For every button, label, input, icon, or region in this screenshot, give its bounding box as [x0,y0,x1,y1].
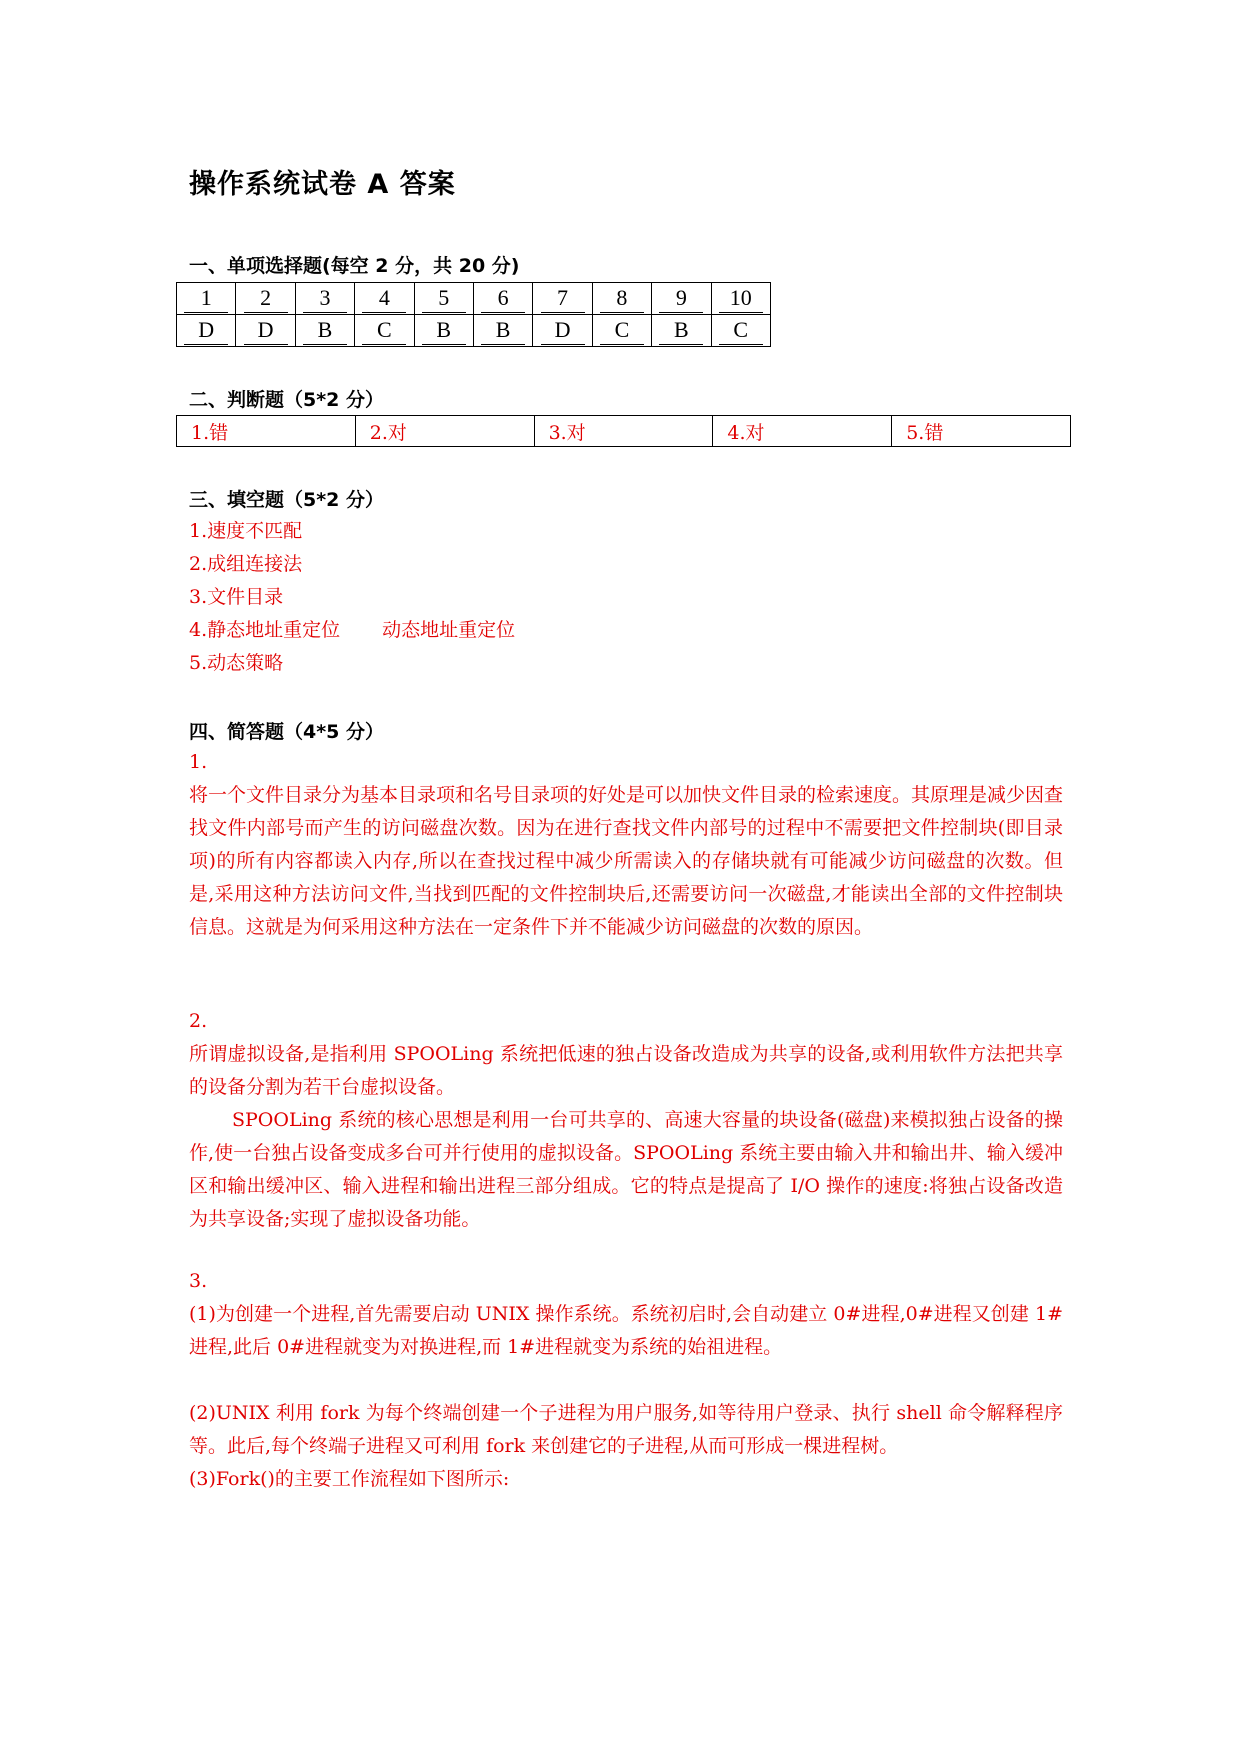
table-cell [592,283,651,315]
fill-answer-1: 1.速度不匹配 [189,520,303,542]
answer-letter: D [184,316,228,345]
answer-q3 [189,1265,1063,1496]
table-cell [355,283,414,315]
answer-paragraph: (3)Fork()的主要工作流程如下图所示: [189,1468,510,1490]
table-cell [355,315,414,347]
question-number: 9 [659,284,703,313]
fill-answer-3: 3.文件目录 [189,586,284,608]
answer-paragraph: 将一个文件目录分为基本目录项和名号目录项的好处是可以加快文件目录的检索速度。其原理是减少因查找文件内部号而产生的访问磁盘次数。因为在进行查找文件内部号的过程中不需要把文件控制块(即目录项)的所有内容都读入内存,所以在查找过程中减少所需读入的存储块就有可能减少访问磁盘的次数。但是,采用这种方法访问文件,当找到匹配的文件控制块后,还需要访问一次磁盘,才能读出全部的文件控制块信息。这就是为何采用这种方法在一定条件下并不能减少访问磁盘的次数的原因。 [189,784,1064,938]
question-number: 4 [362,284,406,313]
table-cell [592,315,651,347]
table-cell [652,315,711,347]
true-false-answer-table [176,415,1071,447]
answer-letter: D [244,316,288,345]
answer-row [177,315,771,347]
table-cell: 3.对 [534,416,713,447]
answer-paragraph: SPOOLing 系统的核心思想是利用一台可共享的、高速大容量的块设备(磁盘)来模拟独占设备的操作,使一台独占设备变成多台可并行使用的虚拟设备。SPOOLing 系统主要由输入井和输出井、输入缓冲区和输出缓冲区、输入进程和输出进程三部分组成。它的特点是提高了 I/O 操作的速度:将独占设备改造为共享设备;实现了虚拟设备功能。 [189,1109,1063,1230]
table-cell [414,315,473,347]
table-cell [711,283,770,315]
answer-letter: C [362,316,406,345]
question-number: 7 [541,284,585,313]
answer-letter: C [719,316,763,345]
question-number: 2 [244,284,288,313]
answer-paragraph: (2)UNIX 利用 fork 为每个终端创建一个子进程为用户服务,如等待用户登录、执行 shell 命令解释程序等。此后,每个终端子进程又可利用 fork 来创建它的子进程,从而可形成一棵进程树。 [189,1402,1063,1457]
table-cell [295,283,354,315]
answer-letter: D [541,316,585,345]
blank-line [189,1364,1063,1397]
fill-answer-2: 2.成组连接法 [189,553,303,575]
table-cell: 4.对 [713,416,892,447]
table-cell [177,283,236,315]
fill-answer-4-extra: 动态地址重定位 [382,619,516,641]
table-cell [473,315,532,347]
table-cell [295,315,354,347]
question-number: 5 [422,284,466,313]
answer-letter: B [303,316,347,345]
section2-heading: 二、判断题（5*2 分） [189,389,384,411]
section4-heading: 四、简答题（4*5 分） [189,721,384,743]
document-title: 操作系统试卷 A 答案 [189,169,456,200]
fill-answer-4-text: 4.静态地址重定位 [189,619,341,641]
multiple-choice-answer-table [176,282,771,347]
answer-letter: B [481,316,525,345]
answer-letter: C [600,316,644,345]
answer-q2 [189,1005,1063,1236]
question-number: 3 [303,284,347,313]
question-number: 1. [189,751,208,773]
table-cell [236,315,295,347]
answer-q1 [189,746,1063,944]
table-cell [533,315,592,347]
question-number: 6 [481,284,525,313]
answer-letter: B [659,316,703,345]
question-number: 1 [184,284,228,313]
table-cell: 5.错 [892,416,1071,447]
section1-heading: 一、单项选择题(每空 2 分，共 20 分) [189,255,520,277]
question-number: 8 [600,284,644,313]
answer-paragraph: 所谓虚拟设备,是指利用 SPOOLing 系统把低速的独占设备改造成为共享的设备,或利用软件方法把共享的设备分割为若干台虚拟设备。 [189,1043,1063,1098]
section3-heading: 三、填空题（5*2 分） [189,489,384,511]
fill-answer-4 [189,614,515,646]
question-number-row [177,283,771,315]
table-cell [473,283,532,315]
fill-answer-5: 5.动态策略 [189,652,284,674]
table-cell [177,315,236,347]
question-number: 2. [189,1010,208,1032]
table-cell [236,283,295,315]
table-cell [414,283,473,315]
answer-paragraph: (1)为创建一个进程,首先需要启动 UNIX 操作系统。系统初启时,会自动建立 0#进程,0#进程又创建 1#进程,此后 0#进程就变为对换进程,而 1#进程就变为系统的始祖进程。 [189,1303,1063,1358]
table-row [177,416,1071,447]
table-cell [652,283,711,315]
question-number: 3. [189,1270,208,1292]
question-number: 10 [719,284,763,313]
table-cell [711,315,770,347]
answer-letter: B [422,316,466,345]
table-cell: 2.对 [355,416,534,447]
table-cell: 1.错 [177,416,356,447]
table-cell [533,283,592,315]
